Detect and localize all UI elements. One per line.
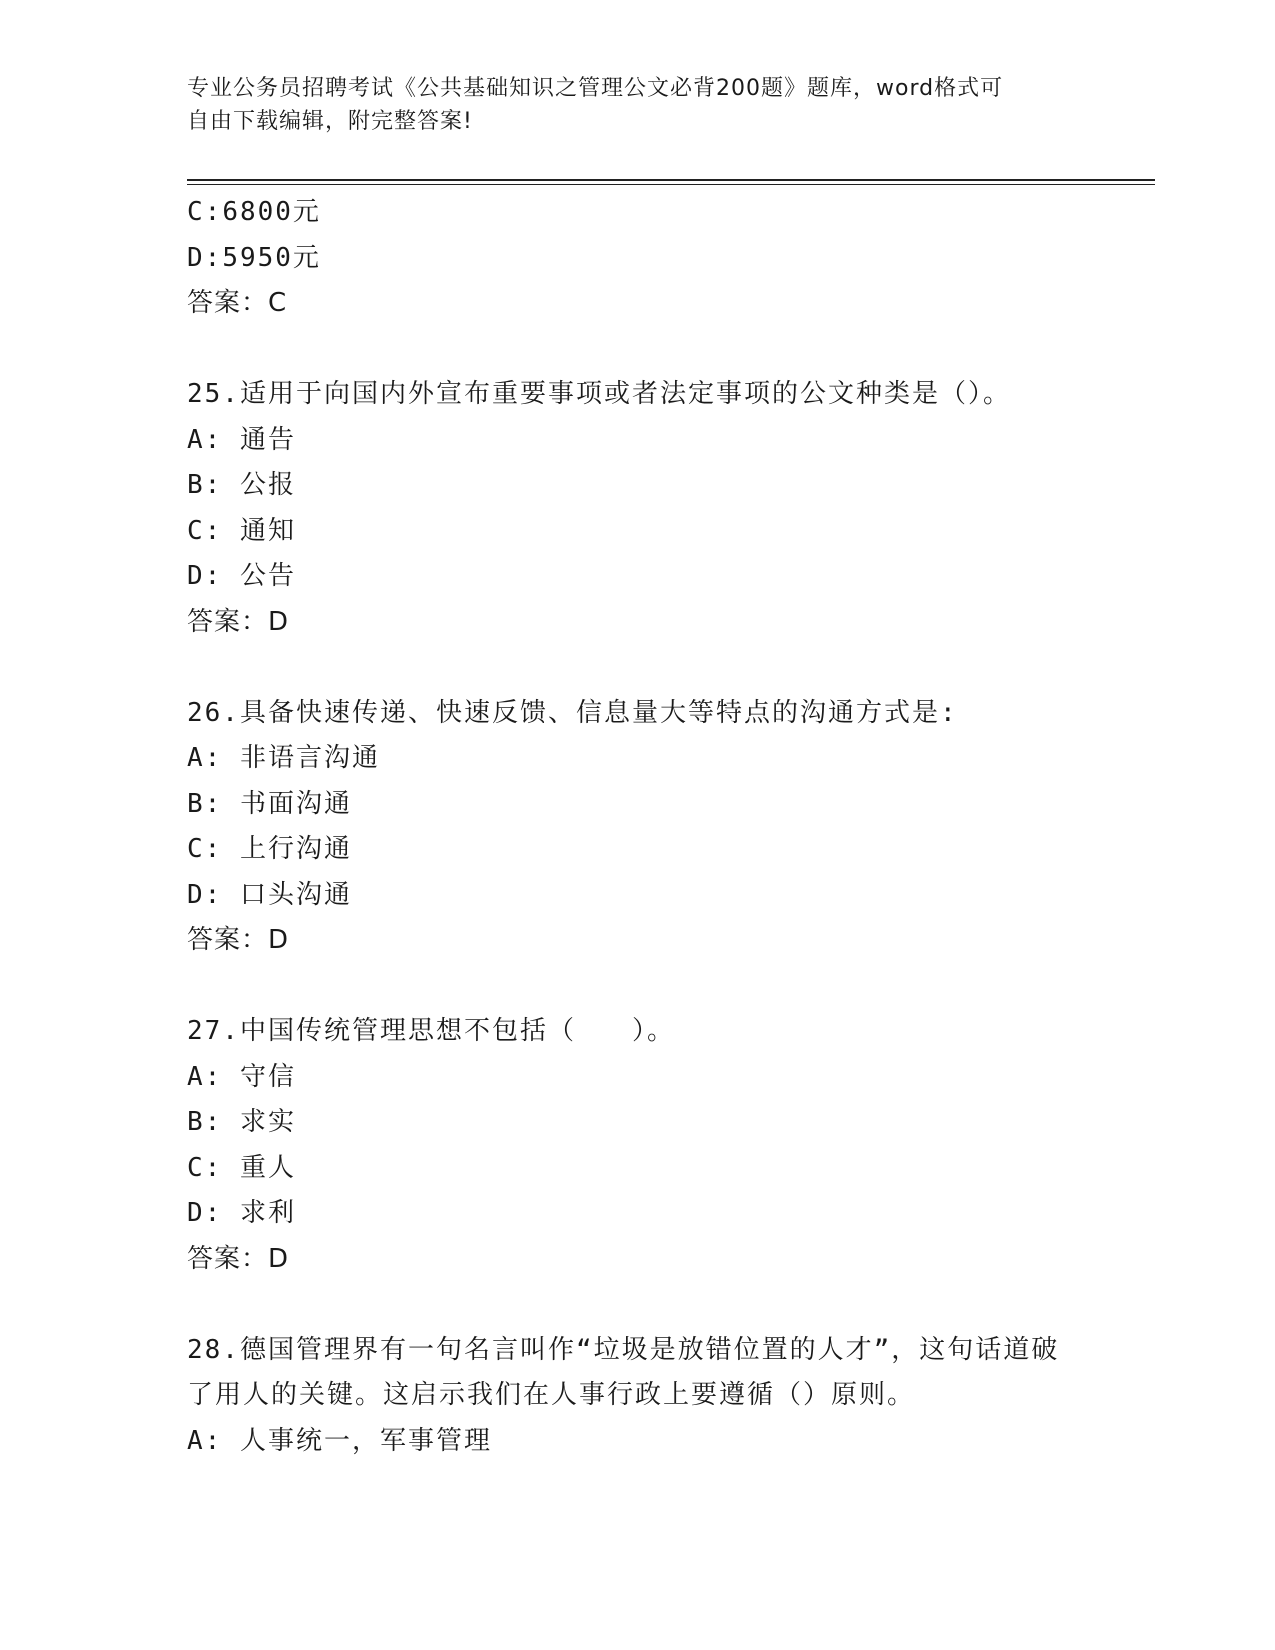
partial-question [187, 190, 1155, 327]
answer-line: 答案：D [187, 1243, 290, 1274]
option-label: B: [187, 470, 223, 500]
option-c [187, 1146, 1155, 1192]
question-list [187, 190, 1155, 1464]
document-page [187, 0, 1155, 1650]
option-label: C: [187, 1152, 223, 1183]
option-label: B: [187, 788, 223, 819]
document-header [187, 72, 1067, 138]
option-label: A: [187, 1425, 223, 1456]
question-28 [187, 1328, 1155, 1465]
option-text: 口头沟通 [239, 879, 352, 910]
option-text: 6800元 [222, 197, 321, 227]
question-25 [187, 372, 1155, 645]
option-d [187, 873, 1155, 919]
option-text: 非语言沟通 [239, 743, 380, 773]
header-divider [187, 179, 1155, 185]
spacer [187, 327, 1155, 373]
option-text: 通告 [239, 424, 296, 455]
option-label: D: [187, 879, 223, 910]
answer-line: 答案：C [187, 288, 288, 318]
option-label: C: [187, 197, 223, 227]
option-d [187, 1191, 1155, 1237]
option-a [187, 736, 1155, 782]
question-27 [187, 1009, 1155, 1282]
option-text: 5950元 [222, 242, 321, 273]
option-text: 公告 [239, 561, 296, 591]
option-label: A: [187, 743, 223, 773]
option-a [187, 418, 1155, 464]
question-text: 28.德国管理界有一句名言叫作“垃圾是放错位置的人才”，这句话道破了用人的关键。这启示我们在人事行政上要遵循（）原则。 [187, 1334, 1060, 1410]
option-text: 人事统一，军事管理 [239, 1425, 492, 1456]
question-text: 25.适用于向国内外宣布重要事项或者法定事项的公文种类是（）。 [187, 379, 1011, 409]
option-a [187, 1055, 1155, 1101]
answer-line: 答案：D [187, 925, 290, 955]
option-label: A: [187, 1061, 223, 1092]
option-text: 重人 [239, 1152, 296, 1183]
spacer [187, 964, 1155, 1010]
option-text: 通知 [239, 515, 296, 546]
option-c [187, 509, 1155, 555]
option-d [187, 554, 1155, 600]
option-a [187, 1419, 1155, 1465]
question-text: 26.具备快速传递、快速反馈、信息量大等特点的沟通方式是: [187, 697, 958, 728]
option-text: 守信 [239, 1061, 296, 1092]
question-26 [187, 691, 1155, 964]
option-text: 公报 [239, 470, 296, 500]
option-label: D: [187, 561, 223, 591]
option-label: B: [187, 1107, 223, 1137]
option-text: 上行沟通 [239, 834, 352, 864]
option-label: A: [187, 424, 223, 455]
spacer [187, 645, 1155, 691]
option-label: C: [187, 515, 223, 546]
option-c [187, 190, 1155, 236]
option-b [187, 1100, 1155, 1146]
answer-line: 答案：D [187, 606, 290, 637]
option-b [187, 782, 1155, 828]
option-b [187, 463, 1155, 509]
option-text: 求利 [239, 1198, 296, 1228]
option-c [187, 827, 1155, 873]
header-line-2: 自由下载编辑，附完整答案! [187, 109, 473, 134]
option-label: D: [187, 242, 223, 273]
option-label: D: [187, 1198, 223, 1228]
question-text: 27.中国传统管理思想不包括（ ）。 [187, 1016, 675, 1046]
option-text: 书面沟通 [239, 788, 352, 819]
header-line-1: 专业公务员招聘考试《公共基础知识之管理公文必背200题》题库，word格式可 [187, 76, 1004, 101]
option-d [187, 236, 1155, 282]
spacer [187, 1282, 1155, 1328]
option-text: 求实 [239, 1107, 296, 1137]
option-label: C: [187, 834, 223, 864]
